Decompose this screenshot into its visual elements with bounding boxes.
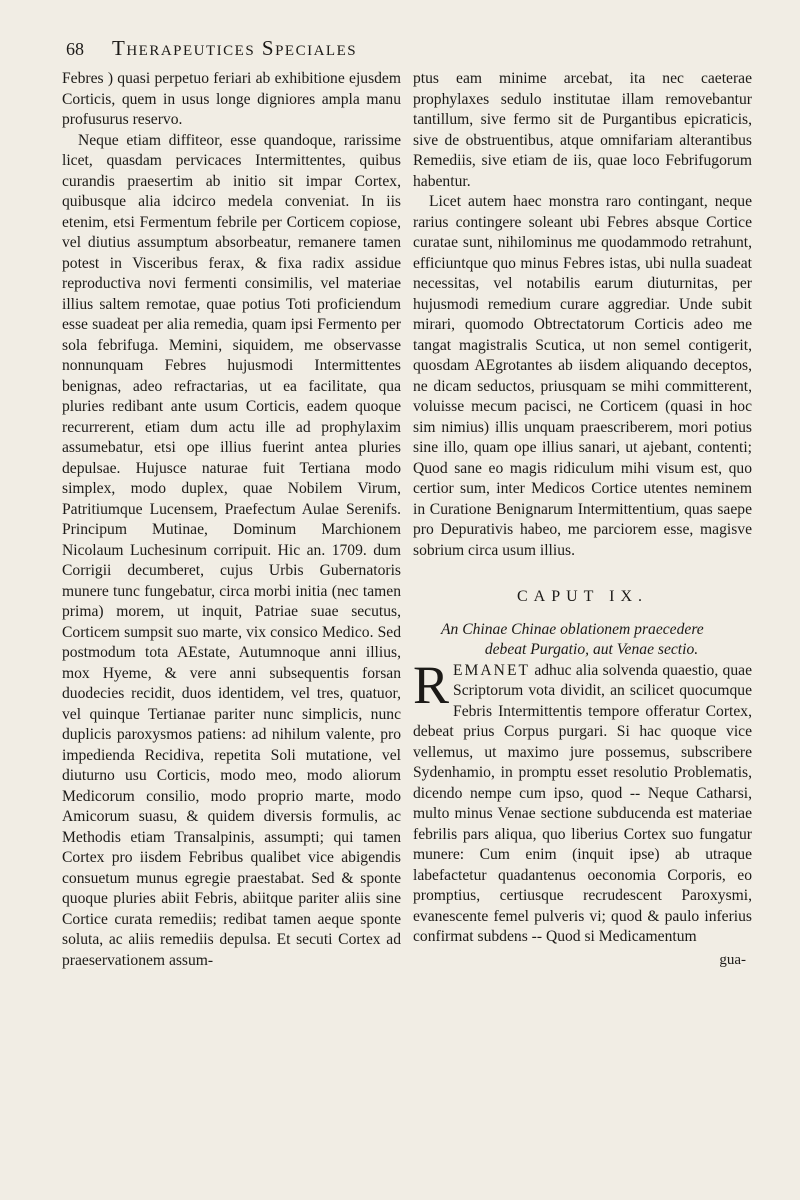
left-paragraph: Neque etiam diffiteor, esse quandoque, rarissime licet, quasdam pervicaces Intermittentes, quibus curandis praesertim ab initio sit impar Cortex, quibusque alia idcirco medela conveniat. In iis etenim, etsi Fermentum febrile per Corticem copiose, vel diutius assumptum absorbeatur, remanere tamen potest in Visceribus ferax, & fixa radix assidue reproductiva novi fermenti consimilis, vel materiae illius saltem remotae, quae potius Toti proficiendum esse suadeat per alia remedia, quam ipsi Fermento per sola febrifuga. Memini, siquidem, me observasse nonnunquam Febres hujusmodi Intermittentes benignas, adeo refractarias, ut ea facilitate, qua pluries redibant ante usum Corticis, eadem quoque recurrerent, etiam dum actu ille ad prophylaxim assumebatur, etsi ope illius fuerint antea pluries depulsae. Hujusce naturae fuit Tertiana modo simplex, modo duplex, quae Nobilem Virum, Patritiumque Lucensem, Praefectum Aulae Serenifs. Principum Mutinae, Dominum Marchionem Nicolaum Luchesinum corripuit. Hic an. 1709. dum Corrigii decumberet, cujus Urbis Gubernatoris munere tunc fungebatur, circa morbi initia (nec tamen prima) morem, ut inquit, Patriae suae secutus, Corticem sumpsit suo marte, vix consico Medico. Sed postmodum tota AEstate, Autumnoque anni illius, mox Hyeme, & vere anni subsequentis forsan duodecies recidit, duos identidem, vel tres, quatuor, vel quinque Tertianae pariter nunc simplicis, nunc duplicis paroxysmos patiens: ad nihilum valente, pro impedienda Recidiva, repetita Soli mutatione, vel diuturno usu Corticis, modo meo, modo aliorum Medicorum consilio, modo proprio marte, modo Amicorum suasu, & quidem diversis formulis, ac Methodis etiam Transalpinis, assumpti; qui tamen Cortex pro iisdem Febribus qualibet vice abigendis consuetum munus egregie praestabat. Sed & sponte quoque pluries abiit Febris, abiitque pariter aliis sine Cortice curata remediis; redibat tamen aeque sponte soluta, ac aliis remediis depulsa. Et secuti Cortex ad praeservationem assum- bbox=[62, 131, 401, 969]
page-number: 68 bbox=[66, 39, 84, 59]
drop-cap: R bbox=[413, 654, 450, 715]
right-paragraph: ptus eam minime arcebat, ita nec caeterae prophylaxes sedulo institutae illam removebantur tantillum, sive fermo sit de Purgantibus epicraticis, sive de obstruentibus, atque omnifariam alterantibus Remediis, sive etiam de iis, quae loco Febrifugorum habentur. bbox=[413, 70, 752, 190]
chapter-heading: CAPUT IX. bbox=[516, 588, 649, 605]
catchword: gua- bbox=[719, 951, 746, 968]
page-header bbox=[62, 36, 752, 67]
chapter-paragraph-text: adhuc alia solvenda quaestio, quae Scriptorum vota dividit, an scilicet quocumque Febris Intermittentis tempore offeratur Cortex, debeat prius Corpus purgari. Si hac quoque vice vellemus, ut maximo jure possemus, subscribere Sydenhamio, in promptu esset resolutio Problematis, dicendo nempe cum ipso, quod -- Neque Catharsi, multo minus Venae sectione subducenda est materiae febrilis pars aliqua, quo liberius Cortex suo fungatur munere: Cum enim (inquit ipse) ab utraque labefactetur quadantenus oeconomia Corporis, eo promptius, certiusque recrudescent Paroxysmi, evanescente femel pulveris vi; quod & paulo inferius confirmat subdens -- Quod si Medicamentum bbox=[413, 661, 752, 945]
chapter-summary-line: debeat Purgatio, aut Venae sectio. bbox=[484, 641, 699, 658]
chapter-paragraph bbox=[413, 654, 752, 948]
left-paragraph: Febres ) quasi perpetuo feriari ab exhibitione ejusdem Corticis, quem in usus longe digniores ampla manu profusurus reservo. bbox=[62, 70, 401, 128]
chapter-summary-line: An Chinae Chinae oblationem praecedere bbox=[441, 620, 704, 638]
right-column bbox=[413, 69, 752, 971]
lead-caps: EMANET bbox=[453, 661, 530, 679]
left-column bbox=[62, 69, 401, 971]
right-paragraph: Licet autem haec monstra raro contingant, neque rarius contingere soleant ubi Febres absque Cortice curatae sunt, nihilominus me quodammodo retrahunt, efficiuntque quo minus Febres istas, ubi nulla suadeat necessitas, vel notabilis earum diuturnitas, per hujusmodi remedium curare aggrediar. Unde subit mirari, quomodo Obtrectatorum Corticis adeo me tangat magistralis Scutica, ut non semel contigerit, quosdam AEgrotantes ab iisdem aliquando deceptos, ne dicam seductos, priusquam se mihi committerent, voluisse mecum pacisci, ne Corticem (quasi in hoc sim nimius) illis unquam praescriberem, mori potius sine illo, quam ope illius sanari, ut ajebant, contenti; Quod sane eo magis ridiculum mihi visum est, quo certior sum, inter Medicos Cortice utentes neminem in Curatione Benignarum Intermittentium, quas saepe pro Depurativis habeo, me parciorem esse, magisve sobrium circa usum illius. bbox=[413, 193, 752, 559]
running-head: Therapeutices Speciales bbox=[112, 36, 358, 60]
chapter-summary bbox=[413, 620, 752, 661]
text-columns bbox=[62, 69, 752, 971]
